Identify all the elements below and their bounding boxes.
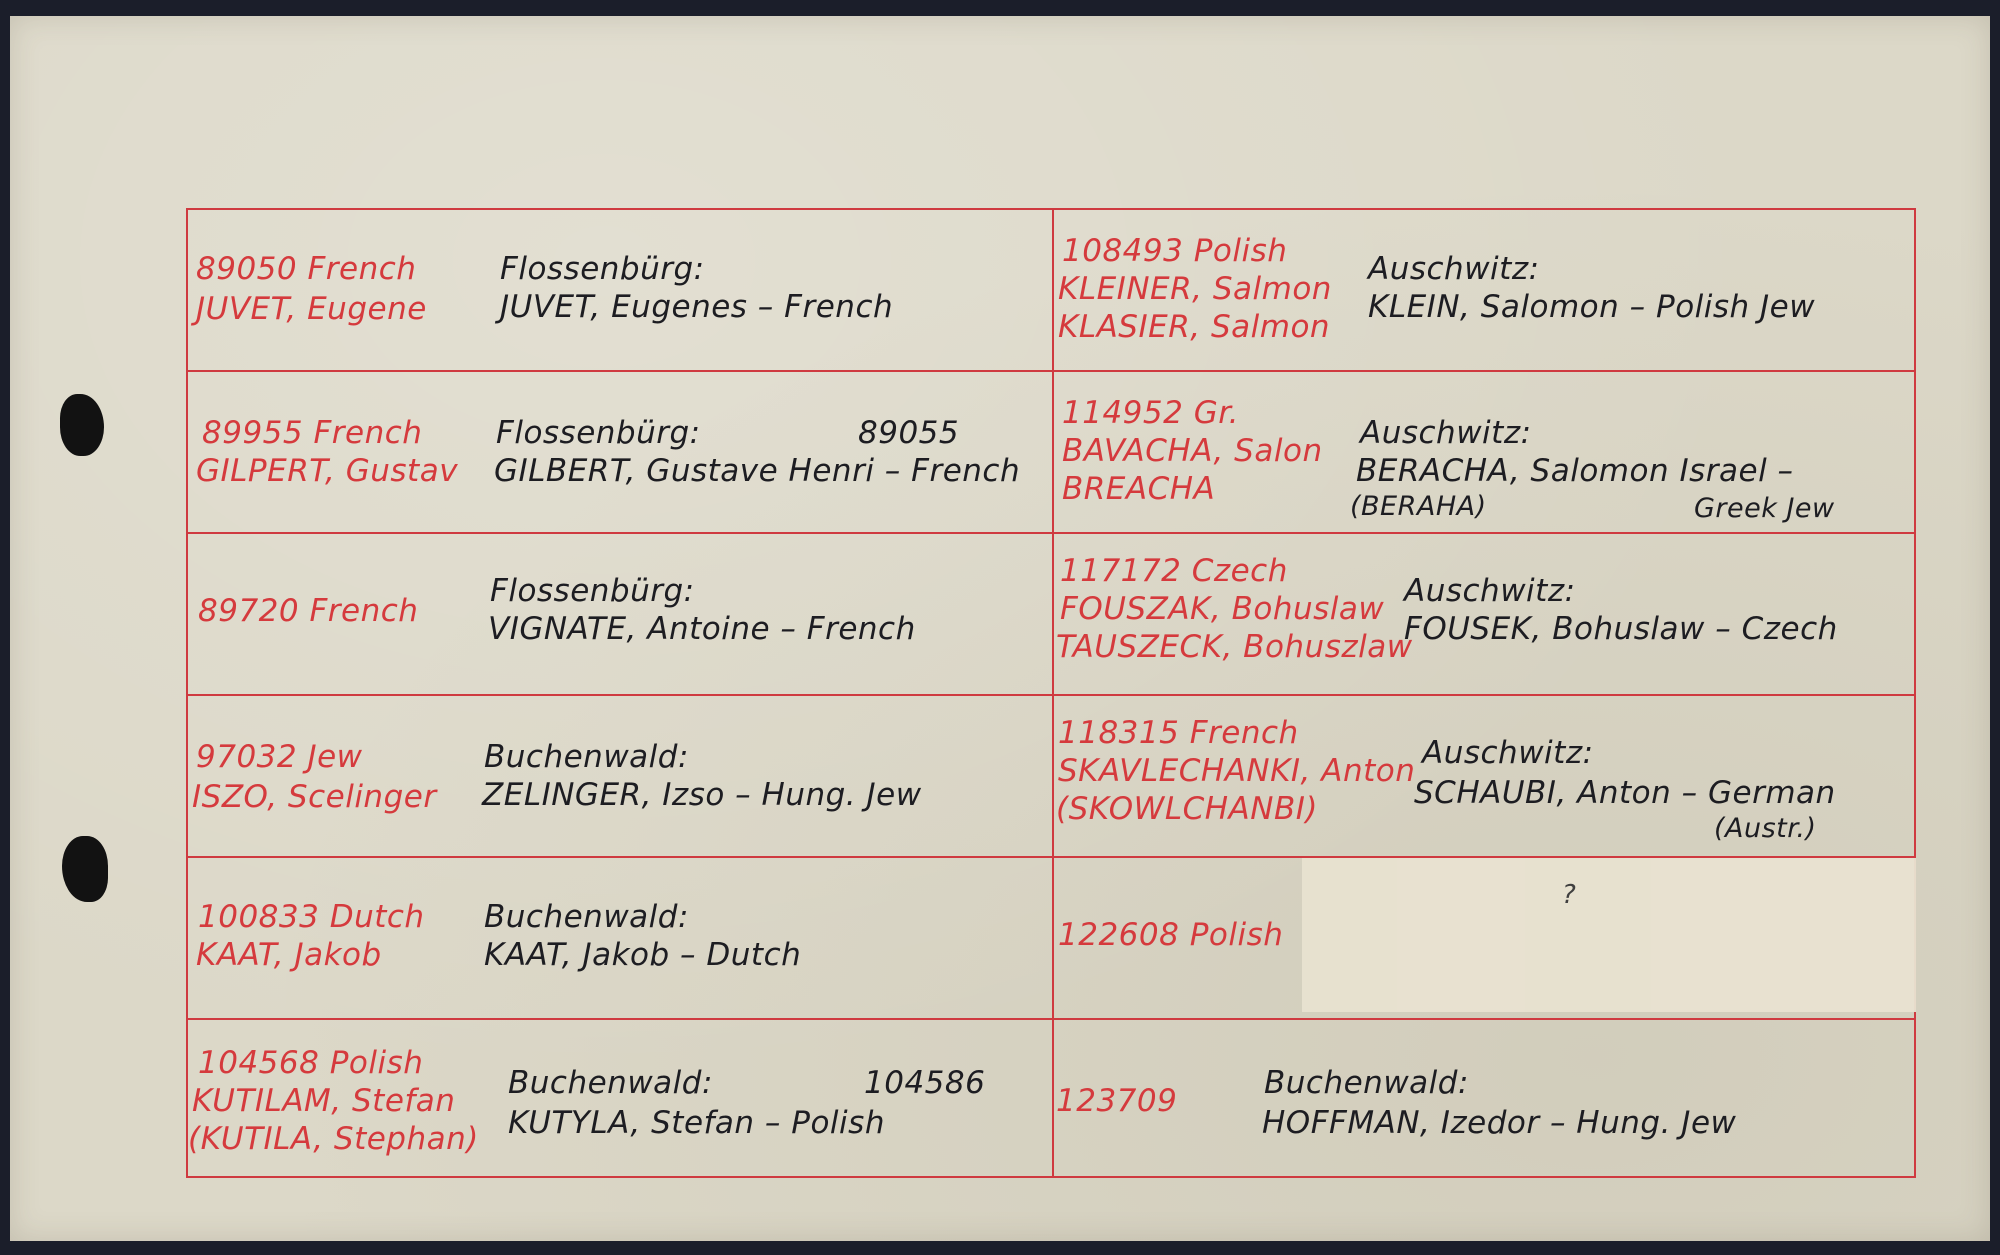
camp-label: Flossenbürg: bbox=[490, 573, 695, 609]
identified-name: SCHAUBI, Anton – German bbox=[1414, 775, 1836, 811]
prisoner-number-line: 97032 Jew bbox=[196, 739, 363, 775]
prisoner-name-line: BAVACHA, Salon bbox=[1062, 433, 1323, 469]
identified-name: BERACHA, Salomon Israel – bbox=[1356, 453, 1794, 489]
identified-name: KUTYLA, Stefan – Polish bbox=[508, 1105, 885, 1141]
camp-label: Buchenwald: bbox=[484, 899, 689, 935]
record-cell bbox=[188, 696, 1050, 856]
record-cell bbox=[1054, 534, 1914, 694]
prisoner-number-line: 89050 French bbox=[196, 251, 417, 287]
prisoner-number-line: 100833 Dutch bbox=[198, 899, 425, 935]
record-grid bbox=[186, 208, 1916, 1178]
identified-name: VIGNATE, Antoine – French bbox=[488, 611, 916, 647]
obscured-text bbox=[1316, 888, 1326, 923]
question-mark: ? bbox=[1562, 880, 1577, 910]
prisoner-number-line: 123709 bbox=[1056, 1083, 1178, 1119]
prisoner-number-line: 122608 Polish bbox=[1058, 917, 1284, 953]
camp-label: Buchenwald: bbox=[484, 739, 689, 775]
record-cell bbox=[188, 210, 1050, 370]
record-cell bbox=[1054, 372, 1914, 532]
prisoner-number-line: 118315 French bbox=[1058, 715, 1299, 751]
camp-label: Flossenbürg: bbox=[500, 251, 705, 287]
prisoner-name-line: KAAT, Jakob bbox=[196, 937, 382, 973]
identified-name: ZELINGER, Izso – Hung. Jew bbox=[482, 777, 922, 813]
camp-label: Auschwitz: bbox=[1368, 251, 1540, 287]
prisoner-name-line: ISZO, Scelinger bbox=[192, 779, 437, 815]
prisoner-name-line: KLASIER, Salmon bbox=[1058, 309, 1331, 345]
record-cell bbox=[188, 858, 1050, 1018]
camp-label: Auschwitz: bbox=[1404, 573, 1576, 609]
prisoner-name-line: KUTILAM, Stefan bbox=[192, 1083, 456, 1119]
record-cell bbox=[1054, 1020, 1914, 1180]
identified-name: HOFFMAN, Izedor – Hung. Jew bbox=[1262, 1105, 1737, 1141]
prisoner-name-line: TAUSZECK, Bohuszlaw bbox=[1056, 629, 1413, 665]
punch-hole-bottom bbox=[62, 836, 108, 902]
prisoner-name-line: (KUTILA, Stephan) bbox=[188, 1121, 479, 1157]
identified-name-nationality: Greek Jew bbox=[1694, 493, 1835, 524]
record-cell bbox=[1054, 210, 1914, 370]
identified-name-alias: (BERAHA) bbox=[1350, 491, 1487, 522]
camp-label: Auschwitz: bbox=[1360, 415, 1532, 451]
index-card bbox=[10, 16, 1990, 1241]
record-cell bbox=[188, 372, 1050, 532]
identified-name: KAAT, Jakob – Dutch bbox=[484, 937, 802, 973]
prisoner-number-line: 114952 Gr. bbox=[1062, 395, 1239, 431]
prisoner-number-line: 89720 French bbox=[198, 593, 419, 629]
record-cell bbox=[188, 534, 1050, 694]
prisoner-name-line: (SKOWLCHANBI) bbox=[1056, 791, 1318, 827]
identified-name-nationality: (Austr.) bbox=[1714, 813, 1817, 844]
prisoner-number-line: 104568 Polish bbox=[198, 1045, 424, 1081]
identified-name: FOUSEK, Bohuslaw – Czech bbox=[1404, 611, 1838, 647]
prisoner-name-line: KLEINER, Salmon bbox=[1058, 271, 1332, 307]
camp-label: Buchenwald: bbox=[508, 1065, 713, 1101]
camp-label: Buchenwald: bbox=[1264, 1065, 1469, 1101]
record-cell bbox=[1054, 696, 1914, 856]
prisoner-name-line: JUVET, Eugene bbox=[196, 291, 427, 327]
identified-name: GILBERT, Gustave Henri – French bbox=[494, 453, 1021, 489]
camp-number: 89055 bbox=[858, 415, 960, 451]
pasted-over-patch bbox=[1302, 858, 1916, 1012]
punch-hole-top bbox=[60, 394, 104, 456]
prisoner-number-line: 89955 French bbox=[202, 415, 423, 451]
prisoner-name-line: GILPERT, Gustav bbox=[196, 453, 459, 489]
camp-label: Flossenbürg: bbox=[496, 415, 701, 451]
prisoner-number-line: 108493 Polish bbox=[1062, 233, 1288, 269]
prisoner-name-line: BREACHA bbox=[1062, 471, 1216, 507]
record-cell bbox=[188, 1020, 1050, 1180]
camp-label: Auschwitz: bbox=[1422, 735, 1594, 771]
prisoner-name-line: SKAVLECHANKI, Anton bbox=[1058, 753, 1416, 789]
prisoner-number-line: 117172 Czech bbox=[1060, 553, 1288, 589]
camp-number: 104586 bbox=[864, 1065, 986, 1101]
identified-name: JUVET, Eugenes – French bbox=[500, 289, 894, 325]
identified-name: KLEIN, Salomon – Polish Jew bbox=[1368, 289, 1816, 325]
prisoner-name-line: FOUSZAK, Bohuslaw bbox=[1060, 591, 1385, 627]
